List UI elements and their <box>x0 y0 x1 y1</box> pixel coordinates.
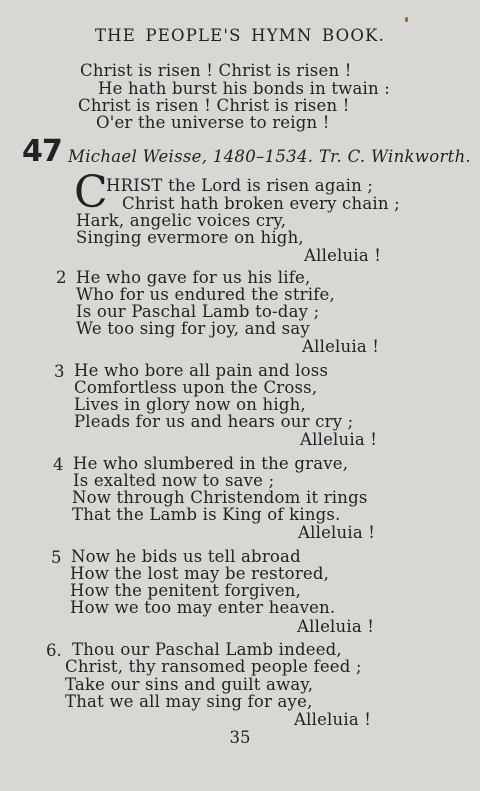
v6-line-4: That we all may sing for aye, <box>65 692 313 711</box>
v4-line-4: That the Lamb is King of kings. <box>72 505 341 524</box>
drop-cap: C <box>74 167 108 218</box>
hymn-attribution: Michael Weisse, 1480–1534. Tr. C. Winkworth. <box>68 147 472 166</box>
hymn-number: 47 <box>22 134 62 169</box>
v1-alleluia: Alleluia ! <box>304 246 382 265</box>
v1-line-4: Singing evermore on high, <box>76 228 304 247</box>
v6-line-2: Christ, thy ransomed people feed ; <box>65 657 362 676</box>
v1-line-2: Christ hath broken every chain ; <box>122 194 400 213</box>
v2-line-1: He who gave for us his life, <box>76 268 311 287</box>
v4-line-2: Is exalted now to save ; <box>73 471 275 490</box>
verse-number-2: 2 <box>56 268 67 287</box>
v3-alleluia: Alleluia ! <box>300 430 378 449</box>
v5-line-1: Now he bids us tell abroad <box>71 547 301 566</box>
v6-line-3: Take our sins and guilt away, <box>65 675 314 694</box>
v3-line-3: Lives in glory now on high, <box>74 395 306 414</box>
v5-line-4: How we too may enter heaven. <box>70 598 336 617</box>
verse-number-3: 3 <box>54 362 65 381</box>
prev-line-1: Christ is risen ! Christ is risen ! <box>80 61 352 80</box>
v4-line-3: Now through Christendom it rings <box>72 488 368 507</box>
v4-alleluia: Alleluia ! <box>298 523 376 542</box>
page-number: 35 <box>229 728 251 747</box>
verse-number-5: 5 <box>51 548 62 567</box>
v3-line-4: Pleads for us and hears our cry ; <box>74 412 354 431</box>
running-head: THE PEOPLE'S HYMN BOOK. <box>94 26 386 45</box>
v4-line-1: He who slumbered in the grave, <box>73 454 349 473</box>
v3-line-1: He who bore all pain and loss <box>74 361 329 380</box>
ink-speck <box>405 17 408 22</box>
v2-line-2: Who for us endured the strife, <box>76 285 335 304</box>
v6-line-1: Thou our Paschal Lamb indeed, <box>72 640 342 659</box>
v6-alleluia: Alleluia ! <box>294 710 372 729</box>
v2-alleluia: Alleluia ! <box>302 337 380 356</box>
prev-line-3: Christ is risen ! Christ is risen ! <box>78 96 350 115</box>
v5-line-3: How the penitent forgiven, <box>70 581 302 600</box>
v3-line-2: Comfortless upon the Cross, <box>74 378 318 397</box>
v5-alleluia: Alleluia ! <box>297 617 375 636</box>
v1-line-3: Hark, angelic voices cry, <box>76 211 287 230</box>
v1-line-1: HRIST the Lord is risen again ; <box>106 176 374 195</box>
verse-number-4: 4 <box>53 455 64 474</box>
prev-line-2: He hath burst his bonds in twain : <box>98 79 391 98</box>
v5-line-2: How the lost may be restored, <box>70 564 330 583</box>
verse-number-6: 6. <box>46 641 62 660</box>
prev-line-4: O'er the universe to reign ! <box>96 113 330 132</box>
v2-line-3: Is our Paschal Lamb to-day ; <box>76 302 320 321</box>
v2-line-4: We too sing for joy, and say <box>76 319 310 338</box>
